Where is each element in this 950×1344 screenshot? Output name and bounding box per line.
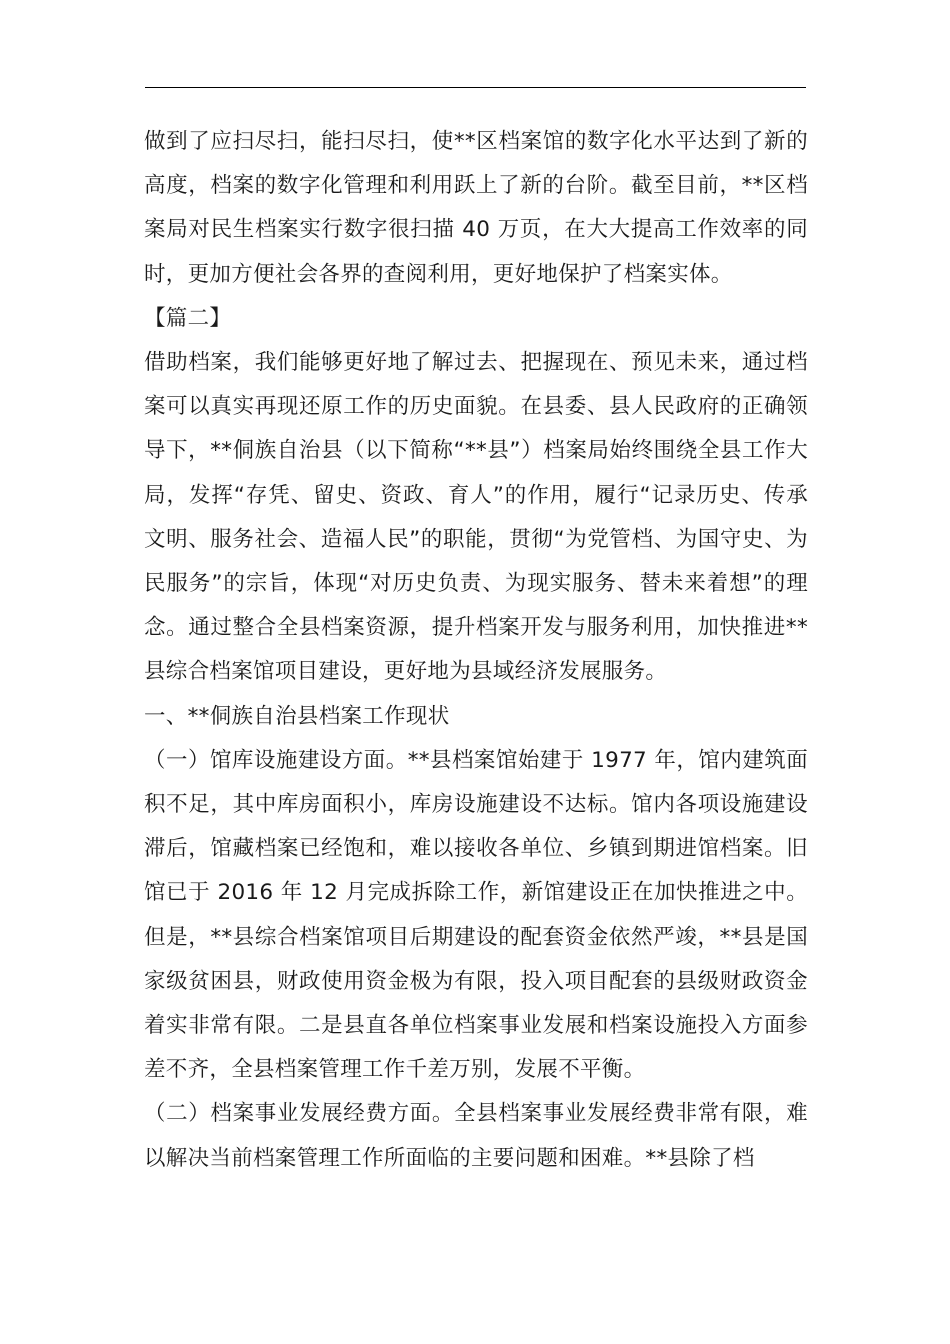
section-heading-status: 一、**侗族自治县档案工作现状 <box>144 703 450 729</box>
document-body <box>144 120 808 1181</box>
section-heading-part-two: 【篇二】 <box>144 305 232 331</box>
paragraph-intro: 借助档案，我们能够更好地了解过去、把握现在、预见未来，通过档案可以真实再现还原工作的历史面貌。在县委、县人民政府的正确领导下，**侗族自治县（以下简称“**县”）档案局始终围绕全县工作大局，发挥“存凭、留史、资政、育人”的作用，履行“记录历史、传承文明、服务社会、造福人民”的职能，贯彻“为党管档、为国守史、为民服务”的宗旨，体现“对历史负责、为现实服务、替未来着想”的理念。通过整合全县档案资源，提升档案开发与服务利用，加快推进**县综合档案馆项目建设，更好地为县域经济发展服务。 <box>144 350 808 685</box>
paragraph-digitization: 做到了应扫尽扫，能扫尽扫，使**区档案馆的数字化水平达到了新的高度，档案的数字化管理和利用跃上了新的台阶。截至目前，**区档案局对民生档案实行数字很扫描 40 万页，在大大提高工作效率的同时，更加方便社会各界的查阅利用，更好地保护了档案实体。 <box>144 129 808 287</box>
header-rule <box>145 87 806 88</box>
paragraph-facilities: （一）馆库设施建设方面。**县档案馆始建于 1977 年，馆内建筑面积不足，其中库房面积小，库房设施建设不达标。馆内各项设施建设滞后，馆藏档案已经饱和，难以接收各单位、乡镇到期进馆档案。旧馆已于 2016 年 12 月完成拆除工作，新馆建设正在加快推进之中。但是，**县综合档案馆项目后期建设的配套资金依然严竣，**县是国家级贫困县，财政使用资金极为有限，投入项目配套的县级财政资金着实非常有限。二是县直各单位档案事业发展和档案设施投入方面参差不齐，全县档案管理工作千差万别，发展不平衡。 <box>144 747 808 1083</box>
paragraph-funding: （二）档案事业发展经费方面。全县档案事业发展经费非常有限，难以解决当前档案管理工作所面临的主要问题和困难。**县除了档 <box>144 1101 808 1171</box>
